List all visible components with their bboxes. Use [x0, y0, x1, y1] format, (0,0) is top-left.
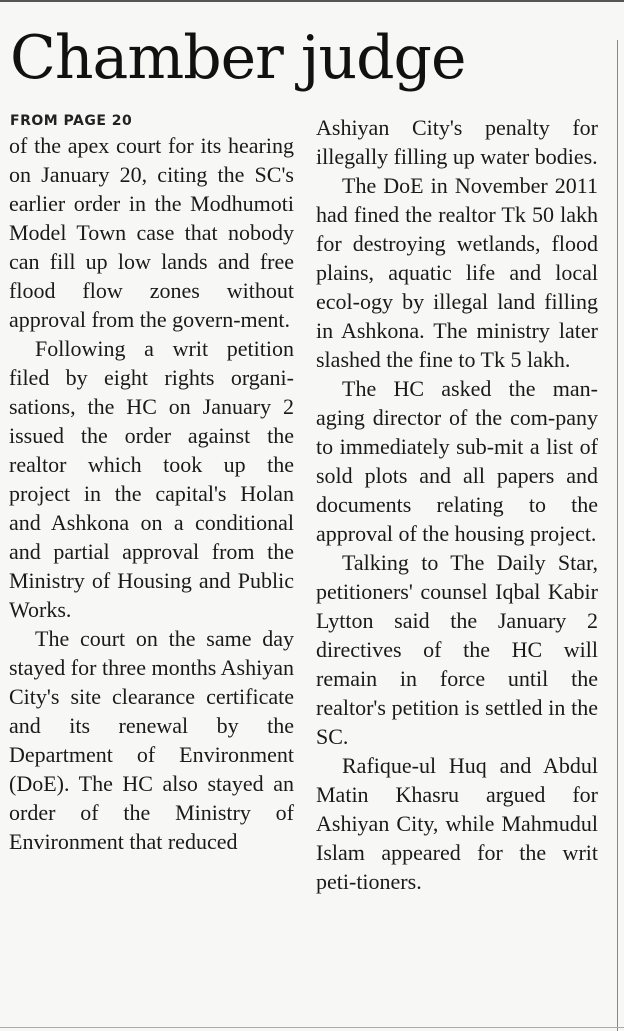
- paragraph: Ashiyan City's penalty for illegally filling up water bodies.: [316, 115, 598, 169]
- paragraph: Rafique-ul Huq and Abdul Matin Khasru argued for Ashiyan City, while Mahmudul Islam appeared for the writ peti-tioners.: [316, 753, 598, 894]
- top-rule: [0, 0, 624, 2]
- headline: Chamber judge: [10, 23, 466, 93]
- right-column: [316, 113, 598, 896]
- left-column: [9, 131, 294, 856]
- bottom-rule: [0, 1027, 624, 1028]
- paragraph: of the apex court for its hearing on January 20, citing the SC's earlier order in the Modhumoti Model Town case that nobody can fill up low lands and free flood flow zones without approval from the govern-ment.: [9, 133, 294, 332]
- paragraph: Following a writ petition filed by eight rights organi-sations, the HC on January 2 issued the order against the realtor which took up the project in the capital's Holan and Ashkona on a conditional and partial approval from the Ministry of Housing and Public Works.: [9, 336, 294, 622]
- column-rule: [617, 40, 618, 1031]
- paragraph: The DoE in November 2011 had fined the realtor Tk 50 lakh for destroying wetlands, flood plains, aquatic life and local ecol-ogy by illegal land filling in Ashkona. The ministry later slashed the fine to Tk 5 lakh.: [316, 173, 598, 372]
- paragraph: Talking to The Daily Star, petitioners' counsel Iqbal Kabir Lytton said the January 2 directives of the HC will remain in force until the realtor's petition is settled in the SC.: [316, 550, 598, 749]
- paragraph: The HC asked the man-aging director of the com-pany to immediately sub-mit a list of sold plots and all papers and documents relating to the approval of the housing project.: [316, 376, 598, 546]
- paragraph: The court on the same day stayed for three months Ashiyan City's site clearance certificate and its renewal by the Department of Environment (DoE). The HC also stayed an order of the Ministry of Environment that reduced: [9, 626, 294, 854]
- kicker: FROM PAGE 20: [10, 113, 133, 129]
